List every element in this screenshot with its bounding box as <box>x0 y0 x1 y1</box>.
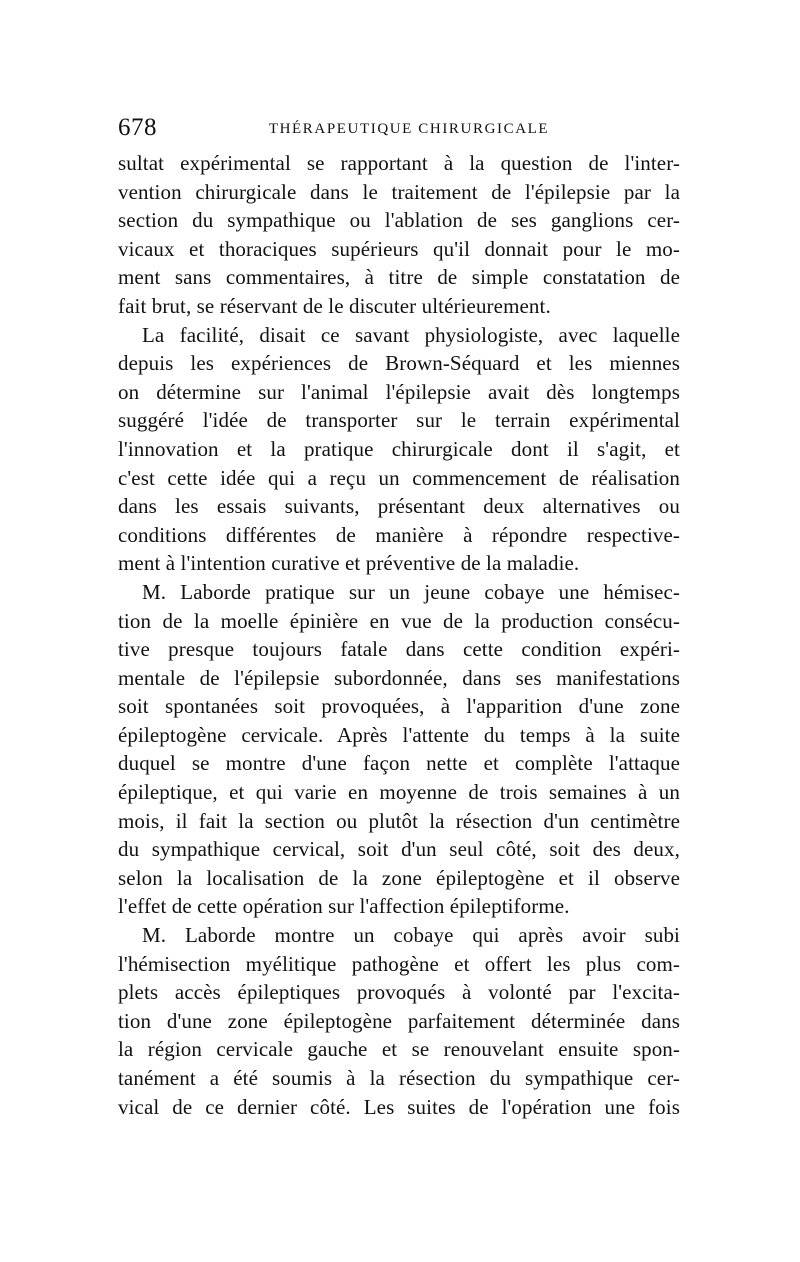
text-line: La facilité, disait ce savant physiologiste, avec laquelle <box>142 322 680 347</box>
text-line: tion de la moelle épinière en vue de la production consécu- <box>118 608 680 633</box>
text-line: suggéré l'idée de transporter sur le terrain expérimental <box>118 408 680 433</box>
text-line: épileptique, et qui varie en moyenne de trois semaines à un <box>118 780 680 805</box>
text-line: mois, il fait la section ou plutôt la résection d'un centimètre <box>118 808 680 833</box>
text-line: selon la localisation de la zone épileptogène et il observe <box>118 865 680 890</box>
text-line: duquel se montre d'une façon nette et complète l'attaque <box>118 751 680 776</box>
text-line: l'hémisection myélitique pathogène et offert les plus com- <box>118 951 680 976</box>
text-line: on détermine sur l'animal l'épilepsie avait dès longtemps <box>118 379 680 404</box>
text-line: tanément a été soumis à la résection du sympathique cer- <box>118 1066 680 1090</box>
text-line: mentale de l'épilepsie subordonnée, dans ses manifestations <box>118 665 680 690</box>
text-line: soit spontanées soit provoquées, à l'apparition d'une zone <box>118 694 680 719</box>
body-text <box>118 149 680 1121</box>
text-line: fait brut, se réservant de le discuter ultérieurement. <box>118 293 551 318</box>
text-line: l'innovation et la pratique chirurgicale dont il s'agit, et <box>118 436 680 461</box>
text-line: section du sympathique ou l'ablation de ses ganglions cer- <box>118 208 680 233</box>
text-line: depuis les expériences de Brown-Séquard et les miennes <box>118 351 680 376</box>
text-line: vical de ce dernier côté. Les suites de l'opération une fois <box>118 1094 680 1119</box>
text-line: dans les essais suivants, présentant deux alternatives ou <box>118 494 680 519</box>
text-line: plets accès épileptiques provoqués à volonté par l'excita- <box>118 980 680 1005</box>
text-line: du sympathique cervical, soit d'un seul côté, soit des deux, <box>118 837 680 862</box>
text-line: tion d'une zone épileptogène parfaitement déterminée dans <box>118 1008 680 1033</box>
text-line: ment sans commentaires, à titre de simple constatation de <box>118 265 680 290</box>
text-line: conditions différentes de manière à répondre respective- <box>118 522 680 547</box>
text-line: la région cervicale gauche et se renouvelant ensuite spon- <box>118 1037 680 1062</box>
text-line: c'est cette idée qui a reçu un commencement de réalisation <box>118 465 680 490</box>
running-head <box>118 113 680 143</box>
running-title: THÉRAPEUTIQUE CHIRURGICALE <box>268 121 550 137</box>
text-line: sultat expérimental se rapportant à la question de l'inter- <box>118 151 680 175</box>
text-line: épileptogène cervicale. Après l'attente du temps à la suite <box>118 722 680 747</box>
text-line: l'effet de cette opération sur l'affection épileptiforme. <box>118 894 570 919</box>
text-line: M. Laborde pratique sur un jeune cobaye une hémisec- <box>142 579 680 604</box>
text-line: ment à l'intention curative et préventive de la maladie. <box>118 551 580 576</box>
text-line: M. Laborde montre un cobaye qui après avoir subi <box>142 923 680 948</box>
text-line: vicaux et thoraciques supérieurs qu'il donnait pour le mo- <box>118 236 680 261</box>
text-line: vention chirurgicale dans le traitement de l'épilepsie par la <box>118 179 680 204</box>
text-line: tive presque toujours fatale dans cette condition expéri- <box>118 637 680 662</box>
page-number: 678 <box>118 114 157 141</box>
